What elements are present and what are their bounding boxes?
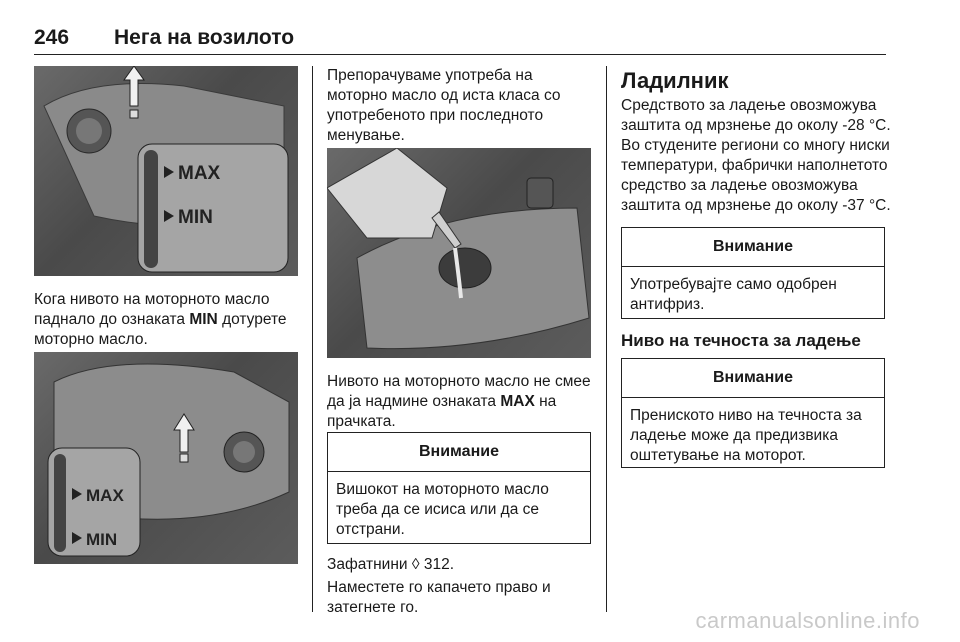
engine-oil-cover-image bbox=[34, 352, 298, 564]
coolant-level-subheading: Ниво на течноста за ладење bbox=[621, 331, 861, 350]
max-mark-label-2: MAX bbox=[86, 486, 124, 505]
max-level-paragraph: Нивото на моторното масло не смее да ја надмине ознаката MAX на прачката. bbox=[327, 373, 591, 430]
column-divider-1 bbox=[312, 66, 313, 612]
cap-instruction-paragraph: Наместете го капачето право и затегнете го. bbox=[327, 579, 551, 616]
warning-box-antifreeze bbox=[621, 227, 885, 319]
warning-title: Внимание bbox=[622, 228, 884, 267]
min-mark-label: MIN bbox=[178, 207, 213, 228]
page-number: 246 bbox=[34, 26, 70, 49]
warning-title: Внимание bbox=[622, 359, 884, 398]
min-level-paragraph: Кога нивото на моторното масло паднало до ознаката MIN дотурете моторно масло. bbox=[34, 291, 287, 348]
column-divider-2 bbox=[606, 66, 607, 612]
section-title: Нега на возилото bbox=[114, 26, 295, 49]
capacity-reference: Зафатнини ◊ 312. bbox=[327, 556, 455, 573]
engine-oil-dipstick-image bbox=[34, 66, 298, 276]
warning-box-oil bbox=[327, 432, 591, 544]
cross-reference-arrow-icon: ◊ bbox=[411, 556, 420, 573]
warning-body: Прениското ниво на течноста за ладење може да предизвика оштетување на моторот. bbox=[630, 407, 862, 464]
page-header bbox=[34, 26, 886, 55]
section-heading-coolant: Ладилник bbox=[621, 68, 729, 93]
warning-body: Употребувајте само одобрен антифриз. bbox=[630, 276, 837, 313]
min-mark-label-2: MIN bbox=[86, 530, 118, 549]
coolant-paragraph: Средството за ладење овозможува заштита од мрзнење до околу -28 °C. Во студените региони со многу ниски температури, фабрички наполнетото средство за ладење овозможува заштита од мрзнење до околу -37 °C. bbox=[621, 97, 891, 214]
warning-body: Вишокот на моторното масло треба да се исиса или да се отстрани. bbox=[336, 481, 549, 538]
warning-box-coolant-level bbox=[621, 358, 885, 468]
oil-recommendation-paragraph: Препорачуваме употреба на моторно масло од иста класа со употребеното при последното менување. bbox=[327, 67, 561, 144]
pouring-oil-image bbox=[327, 148, 591, 358]
max-mark-label: MAX bbox=[178, 163, 221, 184]
watermark: carmanualsonline.info bbox=[695, 608, 920, 633]
warning-title: Внимание bbox=[328, 433, 590, 472]
